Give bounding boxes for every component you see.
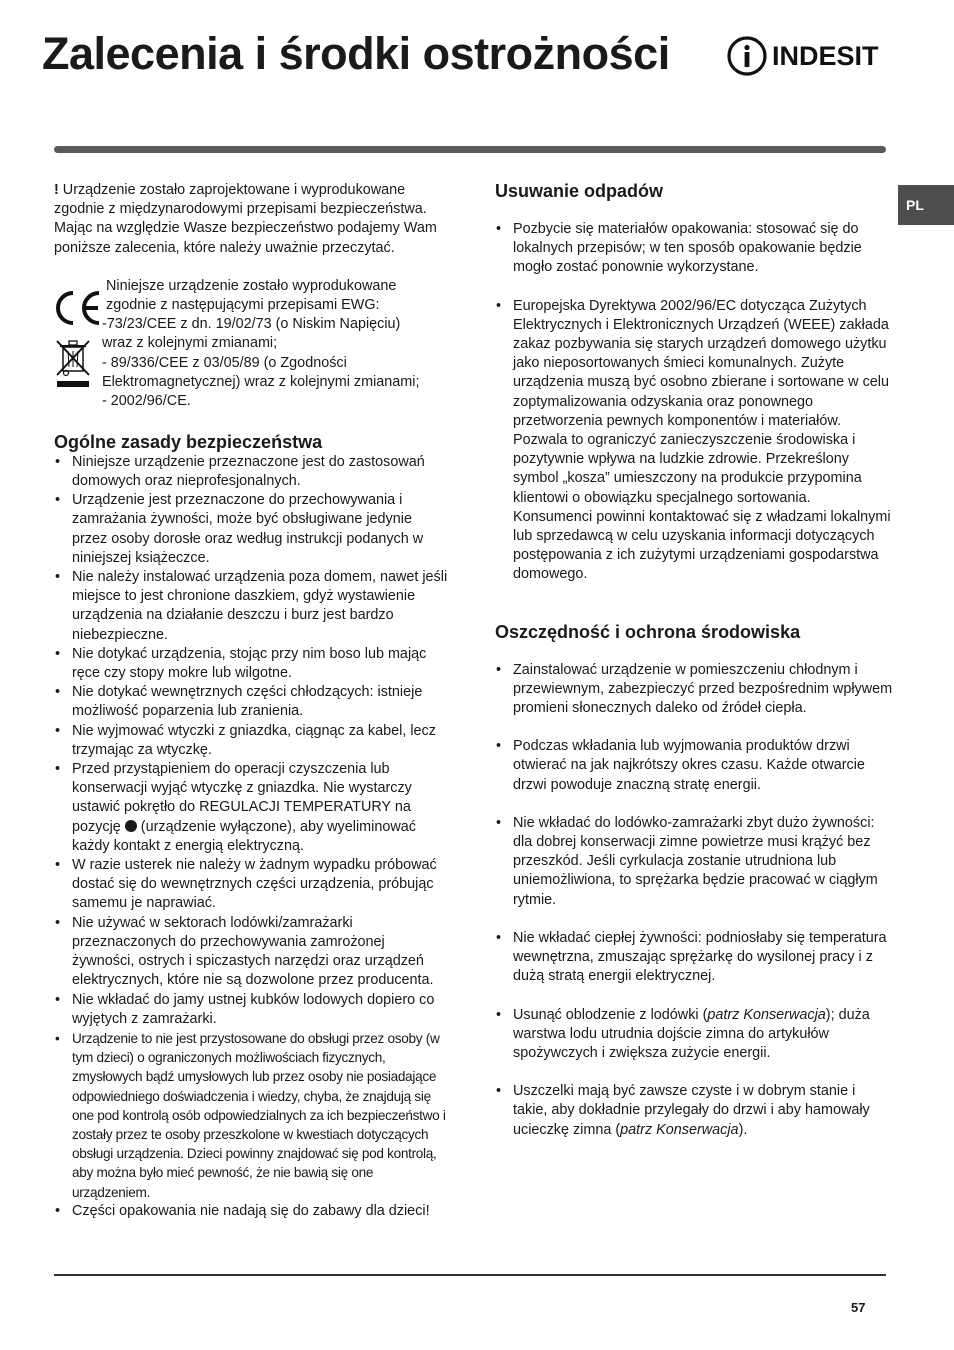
list-item: • Urządzenie jest przeznaczone do przechowywania i zamrażania żywności, może być obsługiwane jedynie przez osoby dorosłe oraz według instrukcji podanych w niniejszej książeczce. (54, 491, 450, 568)
list-item: • Nie używać w sektorach lodówki/zamrażarki przeznaczonych do przechowywania zamrożonej żywności, ostrych i spiczastych narzędzi oraz urządzeń elektrycznych, które nie są dozwolone przez producenta. (54, 914, 450, 991)
list-item: • Nie wyjmować wtyczki z gniazdka, ciągnąc za kabel, lecz trzymając za wtyczkę. (54, 722, 450, 760)
indesit-logo (726, 35, 879, 77)
item-text: (urządzenie wyłączone), aby wyeliminować każdy kontakt z energią elektryczną. (72, 818, 416, 854)
item-text: Uszczelki mają być zawsze czyste i w dobrym stanie i takie, aby dokładnie przylegały do drzwi i aby hamowały ucieczkę zimna ( (513, 1083, 870, 1138)
general-safety-list (54, 453, 450, 1221)
conformity-text (102, 277, 452, 411)
brand-wordmark: INDESIT (772, 40, 879, 71)
disposal-list (495, 220, 893, 585)
conformity-line: zgodnie z następującymi przepisami EWG: (106, 297, 380, 314)
list-item: • Części opakowania nie nadają się do zabawy dla dzieci! (54, 1202, 450, 1221)
intro-paragraph (54, 181, 450, 258)
cross-reference: patrz Konserwacja (707, 1006, 826, 1023)
conformity-block (54, 277, 450, 411)
disposal-heading: Usuwanie odpadów (495, 181, 664, 201)
list-item: • Nie wkładać ciepłej żywności: podniosłaby się temperatura wewnętrzna, zmuszając sprężarkę do wysilonej pracy i z dużą stratą energii elektrycznej. (495, 929, 893, 987)
conformity-line: - 2002/96/CE. (102, 393, 191, 410)
list-item: • W razie usterek nie należy w żadnym wypadku próbować dostać się do wewnętrznych części urządzenia, próbując samemu je naprawiać. (54, 856, 450, 914)
list-item: • Nie dotykać urządzenia, stojąc przy nim boso lub mając ręce czy stopy mokre lub wilgotne. (54, 645, 450, 683)
item-text: Usunąć oblodzenie z lodówki ( (513, 1006, 708, 1023)
energy-heading: Oszczędność i ochrona środowiska (495, 621, 801, 642)
conformity-line: Niniejsze urządzenie zostało wyprodukowane (106, 277, 397, 294)
list-item: • Pozbycie się materiałów opakowania: stosować się do lokalnych przepisów; w ten sposób opakowanie będzie mogło zostać ponownie wykorzystane. (495, 220, 893, 278)
list-item (495, 1006, 893, 1064)
language-tab: PL (898, 185, 954, 225)
list-item: • Niniejsze urządzenie przeznaczone jest do zastosowań domowych oraz nieprofesjonalnych. (54, 453, 450, 491)
conformity-line: -73/23/CEE z dn. 19/02/73 (o Niskim Napięciu) (102, 316, 401, 333)
indesit-emblem-icon (726, 35, 768, 77)
header-rule (54, 146, 886, 153)
general-safety-heading: Ogólne zasady bezpieczeństwa (54, 431, 323, 452)
intro-text: Urządzenie zostało zaprojektowane i wyprodukowane zgodnie z międzynarodowymi przepisami bezpieczeństwa. Mając na względzie Wasze bezpieczeństwo podajemy Wam poniższe zalecenia, które należy uważnie przeczytać. (54, 182, 437, 256)
warning-mark: ! (54, 182, 59, 198)
list-item: • Nie wkładać do jamy ustnej kubków lodowych dopiero co wyjętych z zamrażarki. (54, 991, 450, 1029)
conformity-line: Elektromagnetycznej) wraz z kolejnymi zmianami; (102, 373, 420, 390)
cross-reference: patrz Konserwacja (620, 1121, 739, 1138)
energy-list (495, 661, 893, 1140)
list-item: • Nie wkładać do lodówko-zamrażarki zbyt dużo żywności: dla dobrej konserwacji zimne powietrze musi krążyć bez przeszkód. Jeśli cyrkulacja zostanie utrudniona lub uniemożliwiona, to sprężarka będzie pracować w ciągłym rytmie. (495, 814, 893, 910)
conformity-line: - 89/336/CEE z 03/05/89 (o Zgodności (102, 354, 347, 371)
conformity-line: wraz z kolejnymi zmianami; (102, 335, 278, 352)
weee-crossed-bin-icon (55, 337, 91, 393)
item-text: Konsumenci powinni kontaktować się z władzami lokalnymi lub sprzedawcą w celu uzyskania informacji dotyczących postępowania z ich zużytymi urządzeniami gospodarstwa domowego. (513, 508, 891, 583)
ce-mark-icon (54, 289, 102, 329)
left-column (54, 181, 450, 1221)
off-position-dot-icon (125, 820, 137, 832)
list-item: • Podczas wkładania lub wyjmowania produktów drzwi otwierać na jak najkrótszy okres czasu. Każde otwarcie drzwi powoduje znaczną stratę energii. (495, 737, 893, 795)
footer-rule (54, 1274, 886, 1276)
page-title: Zalecenia i środki ostrożności (42, 28, 670, 79)
list-item: • Nie należy instalować urządzenia poza domem, nawet jeśli miejsce to jest chronione daszkiem, gdyż wystawienie urządzenia na działanie deszczu i burz jest bardzo niebezpieczne. (54, 568, 450, 645)
item-text: ); duża warstwa lodu utrudnia dojście zimna do artykułów spożywczych i zwiększa zużycie energii. (513, 1006, 870, 1061)
list-item: • Zainstalować urządzenie w pomieszczeniu chłodnym i przewiewnym, zabezpieczyć przed bezpośrednim wpływem promieni słonecznych daleko od źródeł ciepła. (495, 661, 893, 719)
page-number: 57 (851, 1300, 866, 1315)
list-item: • Nie dotykać wewnętrznych części chłodzących: istnieje możliwość poparzenia lub zranienia. (54, 683, 450, 721)
item-text: Europejska Dyrektywa 2002/96/EC dotycząca Zużytych Elektrycznych i Elektronicznych Urządzeń (WEEE) zakłada zakaz pozbywania się starych urządzeń domowego użytku jako nieposortowanych śmieci komunalnych. Zużyte urządzenia muszą być osobno zbierane i sortowane w celu zoptymalizowania odzyskania oraz ponownego przetworzenia pewnych komponentów i materiałów. Pozwala to ograniczyć zanieczyszczenie środowiska i pozytywnie wpływa na ludzkie zdrowie. Przekreślony symbol „kosza” umieszczony na produkcie przypomina klientowi o obowiązku specjalnego sortowania. (513, 297, 889, 506)
list-item (54, 760, 450, 856)
list-item (495, 1082, 893, 1140)
list-item (495, 297, 893, 585)
item-text: Przed przystąpieniem do operacji czyszczenia lub konserwacji wyjąć wtyczkę z gniazdka. Nie wystarczy ustawić pokrętło do REGULACJI TEMPERATURY na pozycję (72, 761, 412, 835)
item-text: ). (738, 1121, 748, 1138)
list-item: • Urządzenie to nie jest przystosowane do obsługi przez osoby (w tym dzieci) o ograniczonych możliwościach fizycznych, zmysłowych bądź umysłowych lub przez osoby nie posiadające odpowiedniego doświadczenia i wiedzy, chyba, że znajdują się one pod kontrolą osób odpowiedzialnych za ich bezpieczeństwo i zostały przez te osoby przeszkolone w kwestiach dotyczących obsługi urządzenia. Dzieci powinny znajdować się pod kontrolą, aby można było mieć pewność, że nie bawią się one urządzeniem. (54, 1029, 450, 1202)
right-column (495, 180, 893, 1140)
